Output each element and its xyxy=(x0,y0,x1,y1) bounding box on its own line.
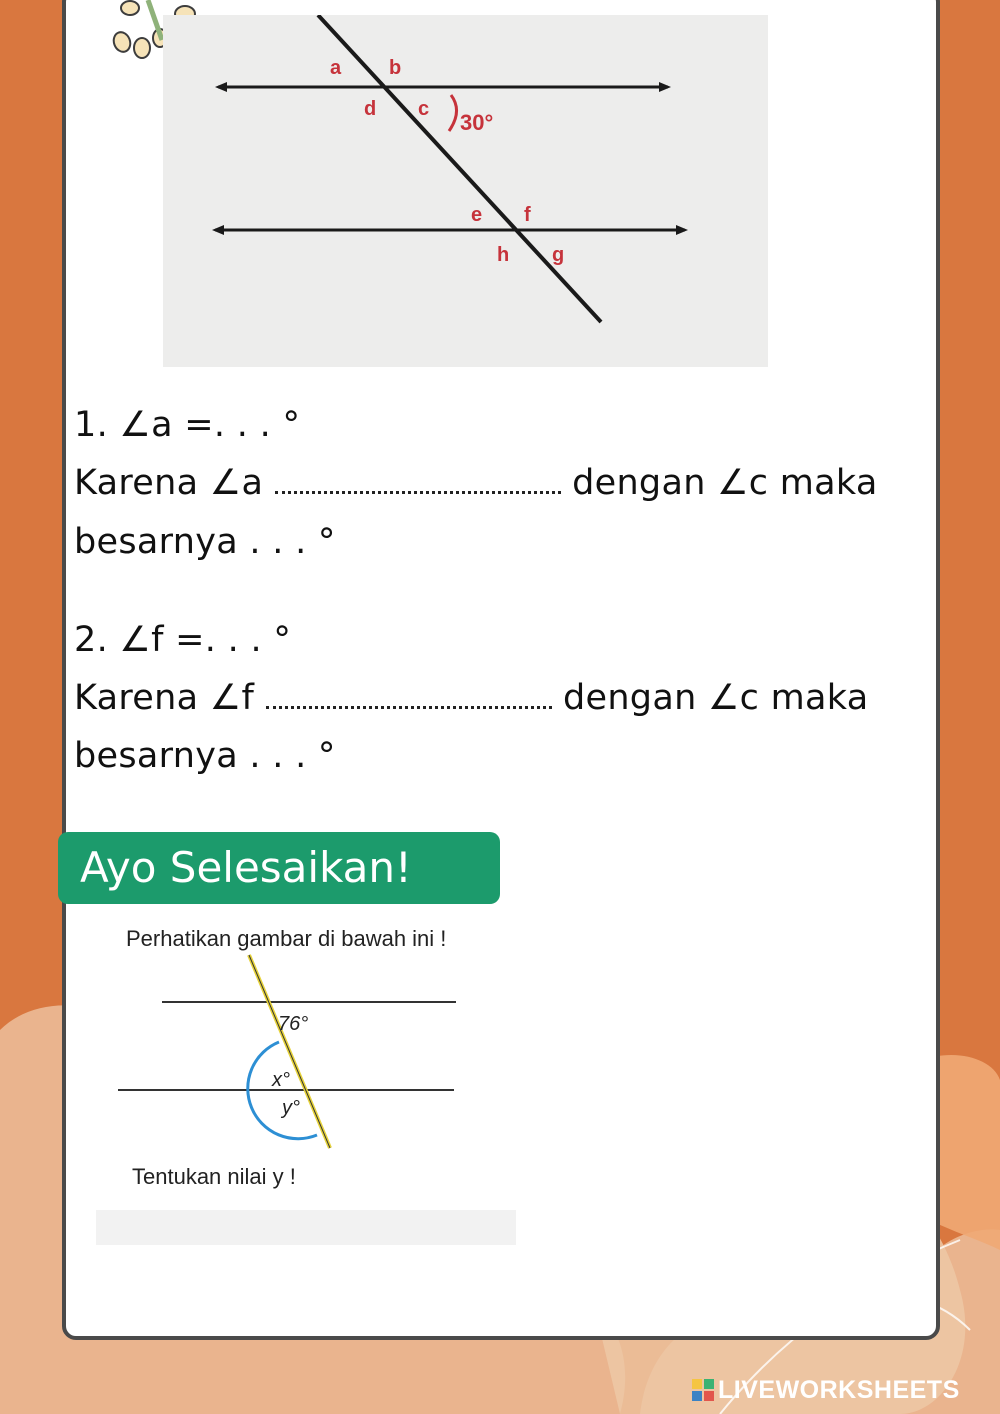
liveworksheets-logo-icon xyxy=(692,1379,714,1401)
label-h: h xyxy=(497,244,510,266)
label-a: a xyxy=(330,57,342,79)
exercise-figure xyxy=(96,920,516,1245)
q2-prefix: Karena ∠f xyxy=(74,678,255,718)
q1-line1 xyxy=(74,463,878,503)
label-d: d xyxy=(364,98,377,120)
q1-header: 1. ∠a =. . . ° xyxy=(74,405,301,445)
brand-text: LIVEWORKSHEETS xyxy=(718,1376,960,1404)
label-b: b xyxy=(389,57,402,79)
q1-prefix: Karena ∠a xyxy=(74,463,264,503)
q1-answer-blank[interactable] xyxy=(275,489,561,494)
label-c: c xyxy=(418,98,430,120)
q2-line1 xyxy=(74,678,868,718)
q2-answer-blank[interactable] xyxy=(266,704,552,709)
angle-x-label: x° xyxy=(272,1069,290,1091)
q1-suffix: dengan ∠c maka xyxy=(572,463,878,503)
q2-header: 2. ∠f =. . . ° xyxy=(74,620,292,660)
angle-y-label: y° xyxy=(282,1097,300,1119)
label-g: g xyxy=(552,244,565,266)
liveworksheets-brand[interactable] xyxy=(692,1376,960,1405)
figure2-instruction: Perhatikan gambar di bawah ini ! xyxy=(126,926,447,951)
section-title-banner xyxy=(58,832,500,904)
parallel-lines-figure xyxy=(163,15,768,367)
label-e: e xyxy=(471,204,483,226)
figure2-task: Tentukan nilai y ! xyxy=(132,1164,296,1189)
q1-line2: besarnya . . . ° xyxy=(74,522,336,562)
label-f: f xyxy=(524,204,531,226)
q2-line2: besarnya . . . ° xyxy=(74,736,336,776)
angle-76-label: 76° xyxy=(278,1013,309,1035)
section-title: Ayo Selesaikan! xyxy=(80,843,412,892)
q2-suffix: dengan ∠c maka xyxy=(562,678,869,718)
angle-30-label: 30° xyxy=(460,110,494,135)
